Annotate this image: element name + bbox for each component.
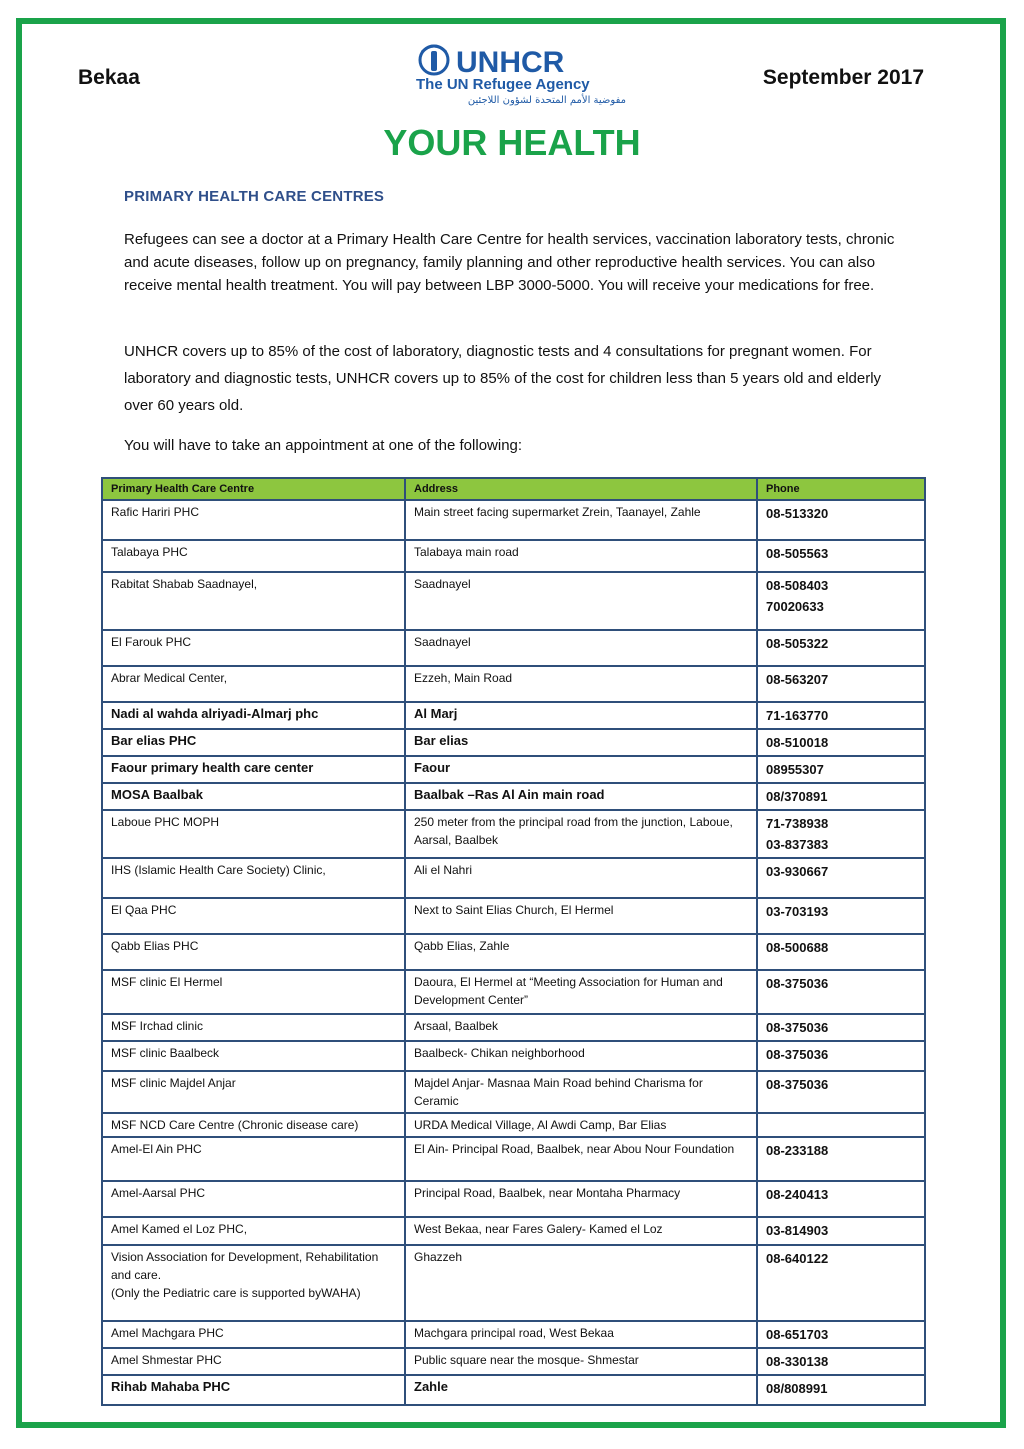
table-row xyxy=(102,970,925,1014)
table-row xyxy=(102,934,925,970)
table-row xyxy=(102,1014,925,1041)
cell-phone: 08-563207 xyxy=(757,666,925,702)
cell-phone: 03-930667 xyxy=(757,858,925,898)
cell-address: Main street facing supermarket Zrein, Taanayel, Zahle xyxy=(405,500,757,540)
cell-centre: IHS (Islamic Health Care Society) Clinic, xyxy=(102,858,405,898)
cell-address: Qabb Elias, Zahle xyxy=(405,934,757,970)
cell-centre: El Qaa PHC xyxy=(102,898,405,934)
cell-phone: 08-510018 xyxy=(757,729,925,756)
cell-centre: Vision Association for Development, Rehabilitation and care. (Only the Pediatric care is supported byWAHA) xyxy=(102,1245,405,1321)
health-centres-table xyxy=(101,477,926,1406)
section-heading: PRIMARY HEALTH CARE CENTRES xyxy=(124,188,385,205)
cell-centre: Faour primary health care center xyxy=(102,756,405,783)
cell-address: Daoura, El Hermel at “Meeting Association for Human and Development Center” xyxy=(405,970,757,1014)
cell-phone: 08-330138 xyxy=(757,1348,925,1375)
cell-centre: El Farouk PHC xyxy=(102,630,405,666)
header-address: Address xyxy=(405,478,757,500)
cell-phone: 08-375036 xyxy=(757,970,925,1014)
date-label: September 2017 xyxy=(762,66,924,89)
intro-paragraph: Refugees can see a doctor at a Primary Health Care Centre for health services, vaccination laboratory tests, chronic and acute diseases, follow up on pregnancy, family planning and other reproductive health services. You can also receive mental health treatment. You will pay between LBP 3000-5000. You will receive your medications for free. xyxy=(124,231,895,294)
cell-address: Ezzeh, Main Road xyxy=(405,666,757,702)
cell-address: Saadnayel xyxy=(405,630,757,666)
cell-address: Baalbeck- Chikan neighborhood xyxy=(405,1041,757,1071)
table-row xyxy=(102,1321,925,1348)
cell-phone: 08-375036 xyxy=(757,1071,925,1113)
table-header-row xyxy=(102,478,925,500)
cell-phone: 08-505322 xyxy=(757,630,925,666)
unhcr-logo xyxy=(414,42,634,106)
cell-centre: MSF clinic El Hermel xyxy=(102,970,405,1014)
cell-centre: Rabitat Shabab Saadnayel, xyxy=(102,572,405,630)
table-row xyxy=(102,1245,925,1321)
cell-address: Principal Road, Baalbek, near Montaha Pharmacy xyxy=(405,1181,757,1217)
cell-address: Public square near the mosque- Shmestar xyxy=(405,1348,757,1375)
table-row xyxy=(102,500,925,540)
cell-address: URDA Medical Village, Al Awdi Camp, Bar Elias xyxy=(405,1113,757,1137)
coverage-paragraph: UNHCR covers up to 85% of the cost of laboratory, diagnostic tests and 4 consultations for pregnant women. For laboratory and diagnostic tests, UNHCR covers up to 85% of the cost for children less than 5 years old and elderly over 60 years old. xyxy=(124,343,882,414)
cell-phone: 71-163770 xyxy=(757,702,925,729)
cell-phone: 03-703193 xyxy=(757,898,925,934)
cell-centre: MOSA Baalbak xyxy=(102,783,405,810)
cell-address: Ali el Nahri xyxy=(405,858,757,898)
table-row xyxy=(102,572,925,630)
cell-address: Zahle xyxy=(405,1375,757,1405)
table-row xyxy=(102,540,925,572)
cell-centre: Rihab Mahaba PHC xyxy=(102,1375,405,1405)
cell-phone: 08/370891 xyxy=(757,783,925,810)
table-row xyxy=(102,858,925,898)
table-row xyxy=(102,810,925,858)
cell-phone: 08-513320 xyxy=(757,500,925,540)
appointment-paragraph: You will have to take an appointment at one of the following: xyxy=(124,437,523,454)
table-row xyxy=(102,1041,925,1071)
table-row xyxy=(102,1113,925,1137)
page-title: YOUR HEALTH xyxy=(383,122,641,163)
cell-address: Baalbak –Ras Al Ain main road xyxy=(405,783,757,810)
table-row xyxy=(102,898,925,934)
cell-centre: Nadi al wahda alriyadi-Almarj phc xyxy=(102,702,405,729)
cell-centre: Bar elias PHC xyxy=(102,729,405,756)
unhcr-emblem-icon xyxy=(414,42,634,106)
cell-phone: 08-500688 xyxy=(757,934,925,970)
cell-phone: 08-651703 xyxy=(757,1321,925,1348)
cell-address: West Bekaa, near Fares Galery- Kamed el Loz xyxy=(405,1217,757,1245)
table-row xyxy=(102,783,925,810)
table-row xyxy=(102,1375,925,1405)
table-row xyxy=(102,756,925,783)
cell-centre: Talabaya PHC xyxy=(102,540,405,572)
cell-phone: 71-738938 03-837383 xyxy=(757,810,925,858)
cell-address: Arsaal, Baalbek xyxy=(405,1014,757,1041)
table-row xyxy=(102,1137,925,1181)
cell-phone: 08-375036 xyxy=(757,1041,925,1071)
cell-centre: Rafic Hariri PHC xyxy=(102,500,405,540)
cell-phone: 08-640122 xyxy=(757,1245,925,1321)
cell-centre: Laboue PHC MOPH xyxy=(102,810,405,858)
cell-centre: Amel Machgara PHC xyxy=(102,1321,405,1348)
cell-centre: Abrar Medical Center, xyxy=(102,666,405,702)
cell-address: El Ain- Principal Road, Baalbek, near Abou Nour Foundation xyxy=(405,1137,757,1181)
cell-centre: Amel Shmestar PHC xyxy=(102,1348,405,1375)
logo-tagline: The UN Refugee Agency xyxy=(416,76,590,93)
cell-address: Next to Saint Elias Church, El Hermel xyxy=(405,898,757,934)
cell-centre: MSF NCD Care Centre (Chronic disease care) xyxy=(102,1113,405,1137)
cell-centre: Amel Kamed el Loz PHC, xyxy=(102,1217,405,1245)
region-label: Bekaa xyxy=(78,66,140,89)
cell-phone: 08955307 xyxy=(757,756,925,783)
cell-phone xyxy=(757,1113,925,1137)
cell-centre: Qabb Elias PHC xyxy=(102,934,405,970)
table-row xyxy=(102,729,925,756)
cell-centre: Amel-El Ain PHC xyxy=(102,1137,405,1181)
cell-phone: 08/808991 xyxy=(757,1375,925,1405)
table-row xyxy=(102,630,925,666)
table-row xyxy=(102,702,925,729)
cell-address: Majdel Anjar- Masnaa Main Road behind Charisma for Ceramic xyxy=(405,1071,757,1113)
table-row xyxy=(102,1217,925,1245)
cell-address: Al Marj xyxy=(405,702,757,729)
table-row xyxy=(102,666,925,702)
cell-address: Bar elias xyxy=(405,729,757,756)
cell-address: Faour xyxy=(405,756,757,783)
cell-address: Machgara principal road, West Bekaa xyxy=(405,1321,757,1348)
cell-phone: 03-814903 xyxy=(757,1217,925,1245)
cell-centre: Amel-Aarsal PHC xyxy=(102,1181,405,1217)
cell-phone: 08-508403 70020633 xyxy=(757,572,925,630)
cell-phone: 08-375036 xyxy=(757,1014,925,1041)
cell-address: 250 meter from the principal road from the junction, Laboue, Aarsal, Baalbek xyxy=(405,810,757,858)
cell-centre: MSF clinic Majdel Anjar xyxy=(102,1071,405,1113)
table-row xyxy=(102,1071,925,1113)
cell-phone: 08-240413 xyxy=(757,1181,925,1217)
cell-centre: MSF clinic Baalbeck xyxy=(102,1041,405,1071)
table-row xyxy=(102,1348,925,1375)
header-phone: Phone xyxy=(757,478,925,500)
cell-centre: MSF Irchad clinic xyxy=(102,1014,405,1041)
logo-name: UNHCR xyxy=(456,46,565,79)
cell-address: Talabaya main road xyxy=(405,540,757,572)
cell-address: Saadnayel xyxy=(405,572,757,630)
header-centre: Primary Health Care Centre xyxy=(102,478,405,500)
logo-arabic: مفوضية الأمم المتحدة لشؤون اللاجئين xyxy=(467,95,626,106)
cell-phone: 08-505563 xyxy=(757,540,925,572)
cell-address: Ghazzeh xyxy=(405,1245,757,1321)
table-row xyxy=(102,1181,925,1217)
cell-phone: 08-233188 xyxy=(757,1137,925,1181)
